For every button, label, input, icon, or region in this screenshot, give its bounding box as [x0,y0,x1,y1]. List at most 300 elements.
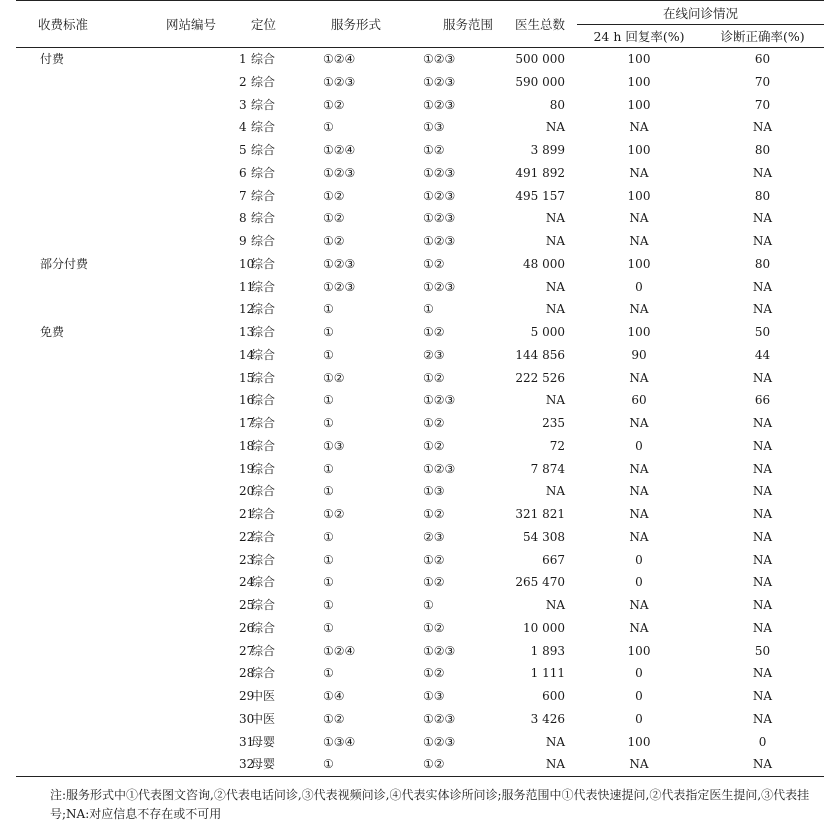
reply-rate-cell: 100 [627,52,651,66]
site-id-cell: 2 [239,74,247,89]
fee-cell [16,94,106,117]
header-doctor-total: 医生总数 [511,1,577,48]
service-scope-cell: ②③ [423,347,445,362]
site-id-cell: 27 [239,643,255,658]
fee-cell [16,731,106,754]
table-row [16,230,824,253]
site-id-cell: 22 [239,529,255,544]
reply-rate-cell: 60 [631,393,647,408]
fee-cell: 免费 [40,325,65,339]
position-cell: 综合 [251,347,276,362]
accuracy-cell: NA [752,507,773,521]
service-scope-cell: ①② [423,575,445,590]
table-row [16,458,824,481]
service-scope-cell: ①③ [423,484,445,499]
position-cell: 综合 [251,211,276,226]
reply-rate-cell: NA [629,416,649,430]
site-id-cell: 9 [239,234,247,248]
doctor-total-cell: 10 000 [523,620,565,635]
fee-cell [16,480,106,503]
accuracy-cell: NA [752,370,773,385]
accuracy-cell: 70 [754,74,771,89]
service-scope-cell: ①② [423,438,445,453]
data-table-wrapper [16,0,824,777]
table-row [16,594,824,617]
reply-rate-cell: NA [629,598,649,612]
position-cell: 综合 [251,74,276,89]
doctor-total-cell: 54 308 [523,529,565,544]
doctor-total-cell: NA [511,753,577,776]
service-scope-cell: ①② [423,620,445,635]
table-row [16,753,824,776]
doctor-total-cell: 3 899 [530,143,565,157]
table-body [16,48,824,777]
site-id-cell: 11 [239,279,255,294]
service-scope-cell: ①②③ [423,52,456,66]
site-id-cell: 29 [239,689,255,703]
table-row [16,321,824,344]
reply-rate-cell: 0 [635,666,643,681]
accuracy-cell: NA [752,620,773,635]
position-cell: 综合 [251,120,276,135]
service-scope-cell: ②③ [423,529,445,544]
service-scope-cell: ①③ [423,120,445,135]
doctor-total-cell: NA [545,211,565,226]
service-form-cell: ①②③ [323,165,356,180]
table-row [16,48,824,71]
header-service-form: 服务形式 [323,1,423,48]
position-cell: 综合 [251,325,276,339]
site-id-cell: 20 [239,484,255,499]
service-form-cell: ① [323,552,334,567]
service-scope-cell: ①② [423,666,445,681]
fee-cell [16,526,106,549]
service-form-cell: ①③④ [323,734,356,749]
position-cell: 中医 [251,711,276,726]
header-consult-label: 在线问诊情况 [663,5,739,21]
service-form-cell: ①② [323,188,345,203]
position-cell: 综合 [251,529,276,544]
doctor-total-cell: 48 000 [523,256,565,271]
position-cell: 综合 [251,484,276,499]
service-scope-cell: ①② [423,507,445,521]
accuracy-cell: NA [752,211,773,226]
fee-cell [16,162,106,185]
site-id-cell: 12 [239,302,255,317]
site-id-cell: 23 [239,552,255,567]
doctor-total-cell: 222 526 [515,370,565,385]
service-form-cell: ①② [323,507,345,521]
reply-rate-cell: 0 [635,438,643,453]
doctor-total-cell: 7 874 [530,461,565,476]
site-id-cell: 21 [239,507,255,521]
table-row [16,185,824,208]
fee-cell [16,207,106,230]
table-row [16,731,824,754]
table-row [16,253,824,276]
doctor-total-cell: NA [545,598,565,612]
accuracy-cell: 50 [754,643,771,658]
header-reply-rate: 24 h 回复率(%) [577,25,701,48]
service-scope-cell: ① [423,302,434,317]
position-cell: 综合 [251,370,276,385]
table-row [16,94,824,117]
reply-rate-cell: NA [577,753,701,776]
site-id-cell: 26 [239,620,255,635]
service-scope-cell: ①②③ [423,643,456,658]
site-id-cell: 16 [239,393,255,408]
service-scope-cell: ①② [423,753,511,776]
header-service-scope: 服务范围 [423,1,511,48]
position-cell: 综合 [251,552,276,567]
fee-cell [16,458,106,481]
table-row [16,435,824,458]
reply-rate-cell: NA [629,484,649,499]
doctor-total-cell: 3 426 [530,711,565,726]
service-scope-cell: ①②③ [423,461,456,476]
fee-cell: 部分付费 [40,256,89,271]
reply-rate-cell: 0 [635,689,643,703]
fee-cell [16,640,106,663]
doctor-total-cell: NA [545,234,565,248]
service-form-cell: ①②③ [323,256,356,271]
reply-rate-cell: 0 [635,279,643,294]
site-id-cell: 25 [239,598,255,612]
accuracy-cell: NA [752,120,773,135]
service-form-cell: ①②④ [323,643,356,658]
reply-rate-cell: NA [629,211,649,226]
reply-rate-cell: NA [629,529,649,544]
reply-rate-cell: NA [629,165,649,180]
reply-rate-cell: 100 [627,74,651,89]
position-cell: 综合 [251,302,276,317]
fee-cell [16,185,106,208]
table-row [16,116,824,139]
data-table [16,0,824,777]
doctor-total-cell: 1 893 [530,643,565,658]
reply-rate-cell: 0 [635,711,643,726]
service-scope-cell: ①② [423,552,445,567]
reply-rate-cell: NA [629,620,649,635]
service-scope-cell: ①② [423,143,445,157]
fee-cell [16,139,106,162]
accuracy-cell: 0 [758,734,767,749]
service-scope-cell: ①②③ [423,234,456,248]
accuracy-cell: NA [752,529,773,544]
doctor-total-cell: 495 157 [515,188,565,203]
service-form-cell: ①② [323,97,345,112]
table-row [16,298,824,321]
accuracy-cell: 44 [754,347,771,362]
position-cell: 母婴 [251,734,276,749]
service-form-cell: ①③ [323,438,345,453]
service-form-cell: ① [323,393,334,408]
table-row [16,412,824,435]
doctor-total-cell: 1 111 [530,666,565,681]
fee-cell [16,549,106,572]
site-id-cell: 17 [239,416,255,430]
position-cell: 综合 [251,598,276,612]
doctor-total-cell: 265 470 [515,575,565,590]
table-row [16,662,824,685]
doctor-total-cell: 80 [549,97,565,112]
position-cell: 综合 [251,666,276,681]
accuracy-cell: NA [752,438,773,453]
fee-cell [16,617,106,640]
reply-rate-cell: NA [629,461,649,476]
accuracy-cell: 80 [754,256,771,271]
service-scope-cell: ①②③ [423,734,456,749]
reply-rate-cell: 100 [627,97,651,112]
fee-cell [16,435,106,458]
table-row [16,71,824,94]
doctor-total-cell: NA [545,484,565,499]
position-cell: 母婴 [251,753,323,776]
table-row [16,480,824,503]
accuracy-cell: 80 [754,143,771,157]
service-scope-cell: ①②③ [423,97,456,112]
table-row [16,276,824,299]
reply-rate-cell: 0 [635,575,643,590]
table-row [16,640,824,663]
doctor-total-cell: 600 [542,689,565,703]
position-cell: 中医 [251,689,276,703]
service-form-cell: ① [323,416,334,430]
service-form-cell: ① [323,302,334,317]
reply-rate-cell: 100 [627,143,651,157]
doctor-total-cell: 321 821 [515,507,565,521]
table-row [16,389,824,412]
position-cell: 综合 [251,461,276,476]
reply-rate-cell: NA [629,507,649,521]
service-form-cell: ① [323,120,334,135]
fee-cell [16,753,106,776]
site-id-cell: 7 [239,188,247,203]
site-id-cell: 6 [239,165,247,180]
service-form-cell: ①② [323,711,345,726]
header-consult [577,1,824,25]
position-cell: 综合 [251,234,276,248]
service-form-cell: ① [323,461,334,476]
accuracy-cell: NA [752,689,773,703]
doctor-total-cell: NA [545,279,565,294]
fee-cell [16,571,106,594]
position-cell: 综合 [251,143,276,157]
table-row [16,708,824,731]
site-id-cell: 19 [239,461,255,476]
position-cell: 综合 [251,416,276,430]
reply-rate-cell: NA [629,302,649,317]
reply-rate-cell: 100 [627,256,651,271]
accuracy-cell: NA [752,461,773,476]
doctor-total-cell: 500 000 [515,52,565,66]
service-scope-cell: ①②③ [423,188,456,203]
doctor-total-cell: NA [545,120,565,135]
fee-cell [16,594,106,617]
doctor-total-cell: 667 [542,552,565,567]
table-row [16,503,824,526]
position-cell: 综合 [251,507,276,521]
service-form-cell: ① [323,325,334,339]
accuracy-cell: NA [701,753,824,776]
position-cell: 综合 [251,643,276,658]
reply-rate-cell: NA [629,120,649,135]
reply-rate-cell: NA [629,234,649,248]
header-site-id: 网站编号 [106,1,251,48]
fee-cell [16,116,106,139]
doctor-total-cell: 235 [542,416,565,430]
position-cell: 综合 [251,52,276,66]
table-row [16,617,824,640]
fee-cell [16,389,106,412]
service-form-cell: ①④ [323,689,345,703]
doctor-total-cell: 590 000 [515,74,565,89]
doctor-total-cell: 72 [549,438,565,453]
site-id-cell: 30 [239,711,255,726]
fee-cell [16,412,106,435]
header-accuracy: 诊断正确率(%) [701,25,824,48]
reply-rate-cell: 0 [635,552,643,567]
service-scope-cell: ①② [423,325,445,339]
fee-cell [16,367,106,390]
service-form-cell: ① [323,666,334,681]
accuracy-cell: NA [752,575,773,590]
accuracy-cell: NA [752,279,773,294]
table-row [16,367,824,390]
table-row [16,344,824,367]
site-id-cell: 4 [239,120,247,135]
site-id-cell: 1 [239,52,247,66]
fee-cell [16,685,106,708]
fee-cell: 付费 [40,52,65,66]
table-row [16,207,824,230]
service-scope-cell: ①②③ [423,711,456,726]
service-form-cell: ① [323,620,334,635]
service-form-cell: ①② [323,370,345,385]
accuracy-cell: NA [752,552,773,567]
accuracy-cell: NA [752,711,773,726]
site-id-cell: 24 [239,575,255,590]
site-id-cell: 31 [239,734,255,749]
position-cell: 综合 [251,188,276,203]
accuracy-cell: NA [752,302,773,317]
accuracy-cell: NA [752,598,773,612]
service-form-cell: ① [323,753,423,776]
service-scope-cell: ①②③ [423,279,456,294]
accuracy-cell: NA [752,165,773,180]
table-footnote: 注:服务形式中①代表图文咨询,②代表电话问诊,③代表视频问诊,④代表实体诊所问诊;服务范围中①代表快速提问,②代表指定医生提问,③代表挂号;NA:对应信息不存在或不可用 [50,788,810,821]
site-id-cell: 32 [106,753,251,776]
service-form-cell: ① [323,484,334,499]
accuracy-cell: 60 [754,52,771,66]
fee-cell [16,230,106,253]
accuracy-cell: NA [752,234,773,248]
reply-rate-cell: NA [629,370,649,385]
service-form-cell: ① [323,575,334,590]
fee-cell [16,662,106,685]
fee-cell [16,71,106,94]
accuracy-cell: 70 [754,97,771,112]
doctor-total-cell: 144 856 [515,347,565,362]
site-id-cell: 8 [239,211,247,226]
service-form-cell: ①② [323,211,345,226]
service-form-cell: ① [323,347,334,362]
service-form-cell: ①②③ [323,279,356,294]
table-row [16,685,824,708]
doctor-total-cell: NA [545,734,565,749]
fee-cell [16,298,106,321]
service-scope-cell: ①②③ [423,74,456,89]
position-cell: 综合 [251,575,276,590]
service-form-cell: ① [323,598,334,612]
site-id-cell: 3 [239,97,247,112]
table-row [16,162,824,185]
reply-rate-cell: 100 [627,643,651,658]
table-row [16,549,824,572]
position-cell: 综合 [251,165,276,180]
reply-rate-cell: 100 [627,325,651,339]
accuracy-cell: 66 [754,393,771,408]
service-scope-cell: ① [423,598,434,612]
service-scope-cell: ①② [423,256,445,271]
accuracy-cell: NA [752,666,773,681]
service-scope-cell: ①②③ [423,165,456,180]
fee-cell [16,503,106,526]
position-cell: 综合 [251,438,276,453]
position-cell: 综合 [251,256,276,271]
site-id-cell: 28 [239,666,255,681]
doctor-total-cell: 491 892 [515,165,565,180]
reply-rate-cell: 90 [631,347,647,362]
service-form-cell: ①②④ [323,143,356,157]
service-scope-cell: ①② [423,370,445,385]
header-position: 定位 [251,1,323,48]
site-id-cell: 10 [239,256,255,271]
site-id-cell: 5 [239,143,247,157]
site-id-cell: 18 [239,438,255,453]
accuracy-cell: NA [752,416,773,430]
position-cell: 综合 [251,393,276,408]
reply-rate-cell: 100 [627,188,651,203]
service-scope-cell: ①②③ [423,211,456,226]
doctor-total-cell: NA [545,302,565,317]
position-cell: 综合 [251,97,276,112]
service-scope-cell: ①③ [423,689,445,703]
fee-cell [16,276,106,299]
position-cell: 综合 [251,279,276,294]
position-cell: 综合 [251,620,276,635]
accuracy-cell: 80 [754,188,771,203]
service-form-cell: ①② [323,234,345,248]
accuracy-cell: 50 [754,325,771,339]
service-form-cell: ① [323,529,334,544]
accuracy-cell: NA [752,484,773,499]
table-row [16,571,824,594]
doctor-total-cell: NA [545,393,565,408]
reply-rate-cell: 100 [627,734,651,749]
header-fee: 收费标准 [16,1,106,48]
site-id-cell: 15 [239,370,255,385]
service-form-cell: ①②③ [323,74,356,89]
table-row [16,526,824,549]
site-id-cell: 14 [239,347,255,362]
doctor-total-cell: 5 000 [530,325,565,339]
fee-cell [16,344,106,367]
fee-cell [16,708,106,731]
service-scope-cell: ①② [423,416,445,430]
table-row [16,139,824,162]
service-scope-cell: ①②③ [423,393,456,408]
